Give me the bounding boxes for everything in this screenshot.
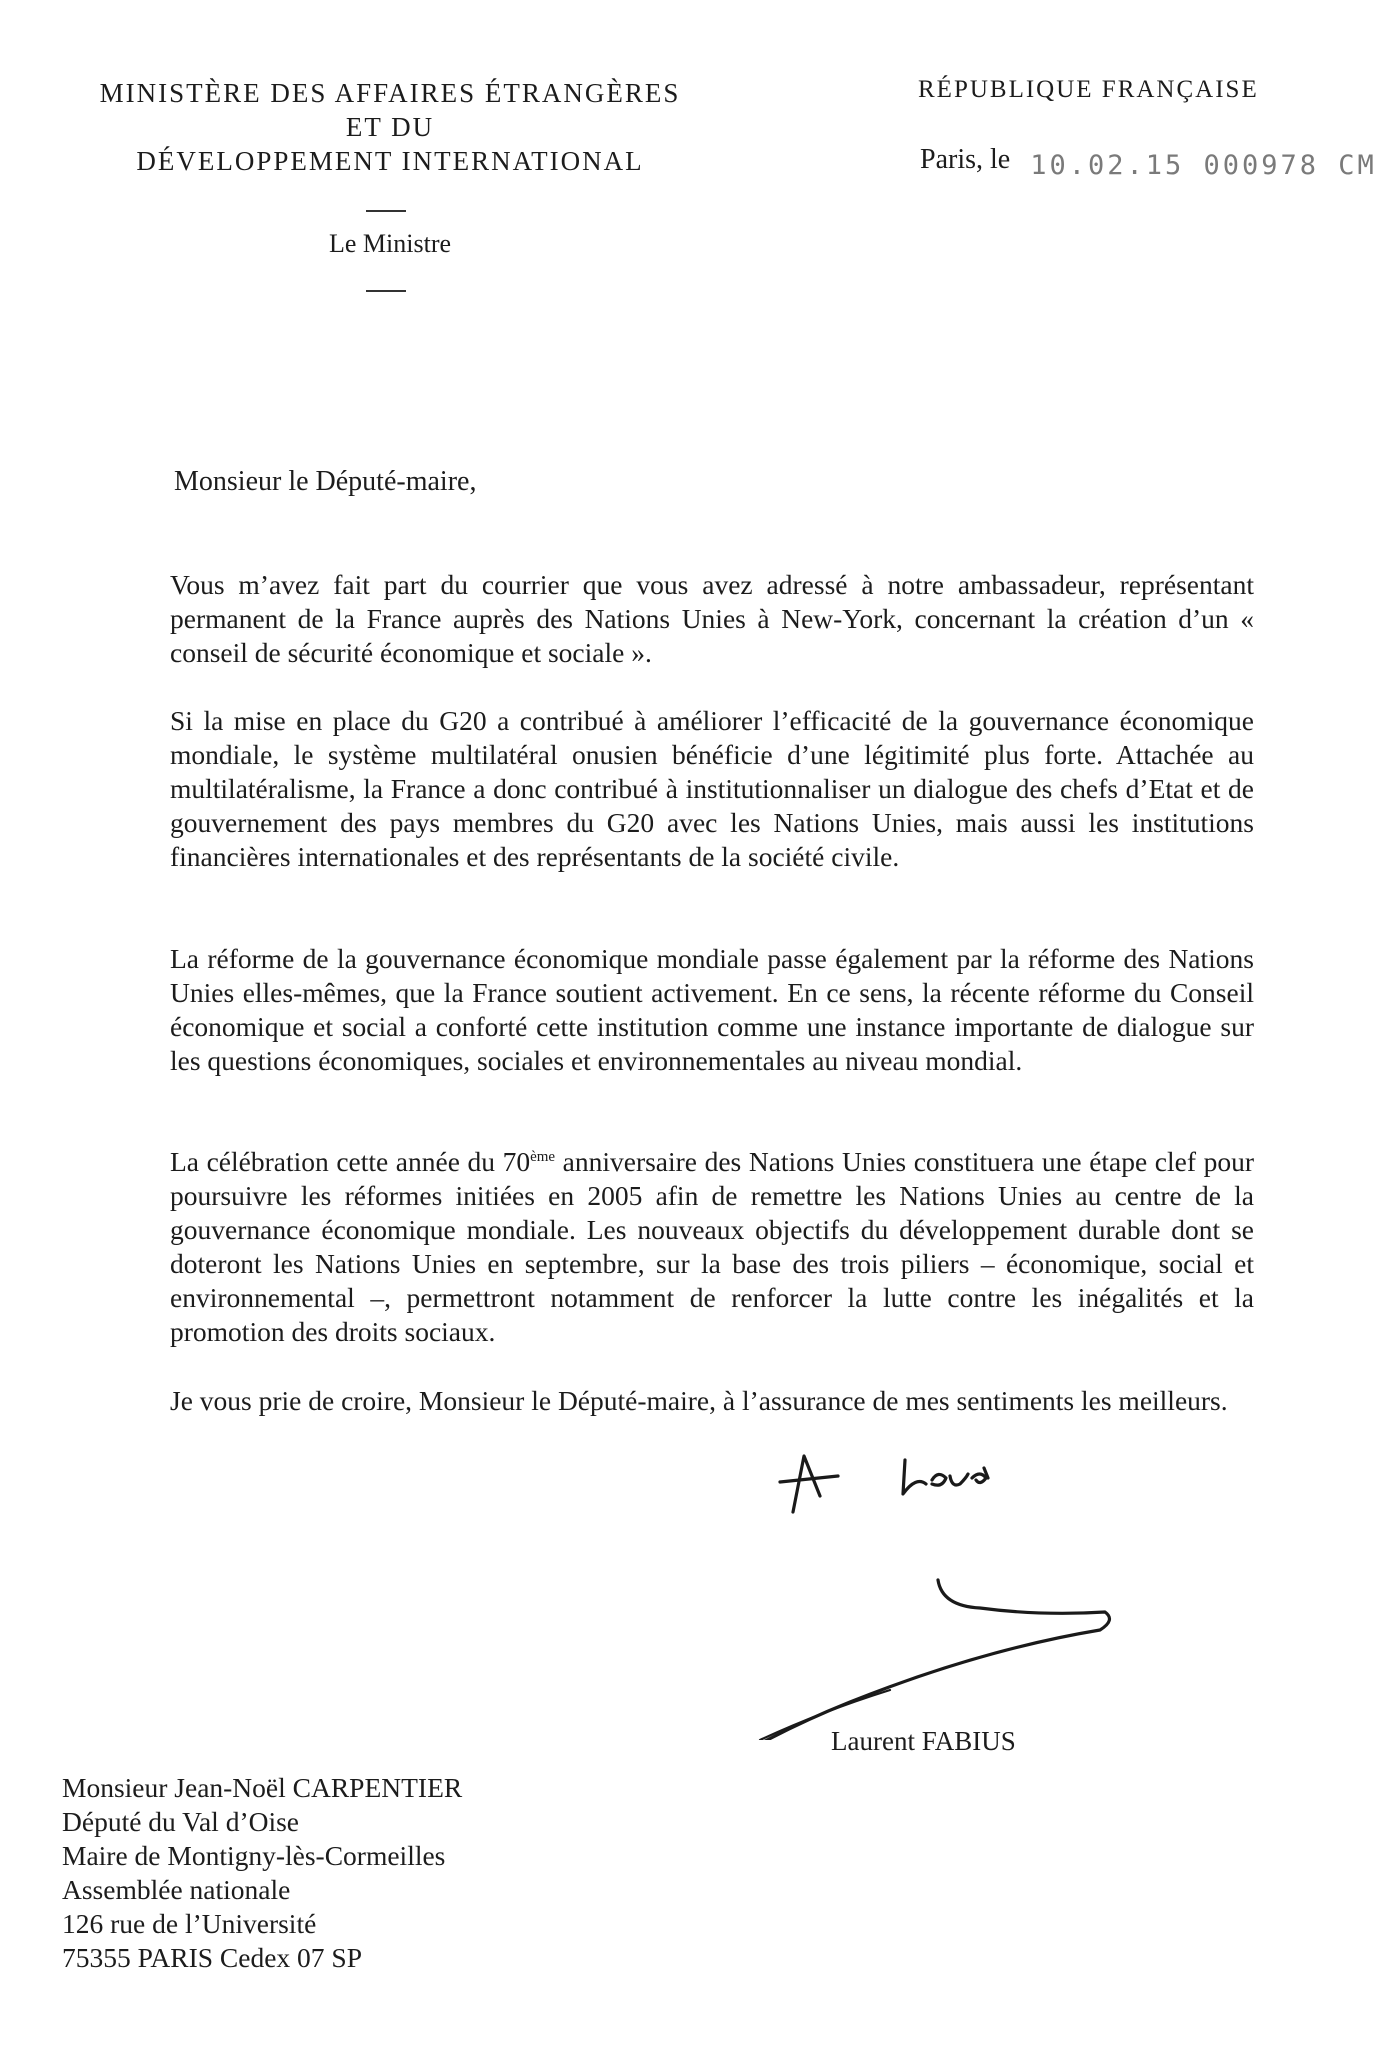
recipient-address (62, 1771, 462, 1975)
recipient-line-1: Monsieur Jean-Noël CARPENTIER (62, 1772, 463, 1803)
recipient-line-5: 126 rue de l’Université (62, 1908, 317, 1939)
place-date-line (920, 144, 1377, 181)
recipient-line-6: 75355 PARIS Cedex 07 SP (62, 1942, 363, 1973)
recipient-line-4: Assemblée nationale (62, 1874, 291, 1905)
ordinal-superscript: ème (530, 1148, 556, 1165)
republic-heading: RÉPUBLIQUE FRANÇAISE (918, 76, 1259, 103)
recipient-line-2: Député du Val d’Oise (62, 1806, 300, 1837)
date-stamp: 10.02.15 000978 CM (1030, 150, 1377, 181)
paragraph-2: Si la mise en place du G20 a contribué à améliorer l’efficacité de la gouvernance économique mondiale, le système multilatéral onusien bénéficie d’une légitimité plus forte. Attachée au multilatéralisme, la France a donc contribué à institutionnaliser un dialogue des chefs d’Etat et de gouvernement des pays membres du G20 avec les Nations Unies, mais aussi les institutions financières internationales et des représentants de la société civile. (170, 705, 1254, 872)
closing-paragraph: Je vous prie de croire, Monsieur le Député-maire, à l’assurance de mes sentiments les meilleurs. (170, 1385, 1228, 1416)
recipient-line-3: Maire de Montigny-lès-Cormeilles (62, 1840, 446, 1871)
handwritten-signature (680, 1440, 1140, 1740)
paragraph-3: La réforme de la gouvernance économique mondiale passe également par la réforme des Nations Unies elles-mêmes, que la France soutient activement. En ce sens, la récente réforme du Conseil économique et social a conforté cette institution comme une instance importante de dialogue sur les questions économiques, sociales et environnementales au niveau mondial. (170, 943, 1254, 1076)
letterhead-divider-bottom (366, 290, 406, 292)
paragraph-1: Vous m’avez fait part du courrier que vous avez adressé à notre ambassadeur, représentant permanent de la France auprès des Nations Unies à New-York, concernant la création d’un « conseil de sécurité économique et sociale ». (170, 569, 1254, 668)
ministry-line-3: DÉVELOPPEMENT INTERNATIONAL (136, 146, 644, 176)
salutation: Monsieur le Député-maire, (174, 466, 477, 497)
paragraph-4-rest: anniversaire des Nations Unies constituera une étape clef pour poursuivre les réformes initiées en 2005 afin de remettre les Nations Unies au centre de la gouvernance économique mondiale. Les nouveaux objectifs du développement durable dont se doteront les Nations Unies en septembre, sur la base des trois piliers – économique, social et environnemental –, permettront notamment de renforcer la lutte contre les inégalités et la promotion des droits sociaux. (170, 1146, 1254, 1347)
paragraph-4-start: La célébration cette année du 70 (170, 1146, 531, 1177)
place-date-label: Paris, le (920, 144, 1011, 175)
minister-title: Le Ministre (328, 229, 452, 258)
ministry-letterhead (70, 76, 710, 178)
ministry-line-1: MINISTÈRE DES AFFAIRES ÉTRANGÈRES (99, 78, 681, 108)
paragraph-4 (170, 1145, 1254, 1349)
signer-name: Laurent FABIUS (831, 1726, 1016, 1756)
letterhead-divider-top (366, 210, 406, 212)
ministry-line-2: ET DU (345, 112, 435, 142)
